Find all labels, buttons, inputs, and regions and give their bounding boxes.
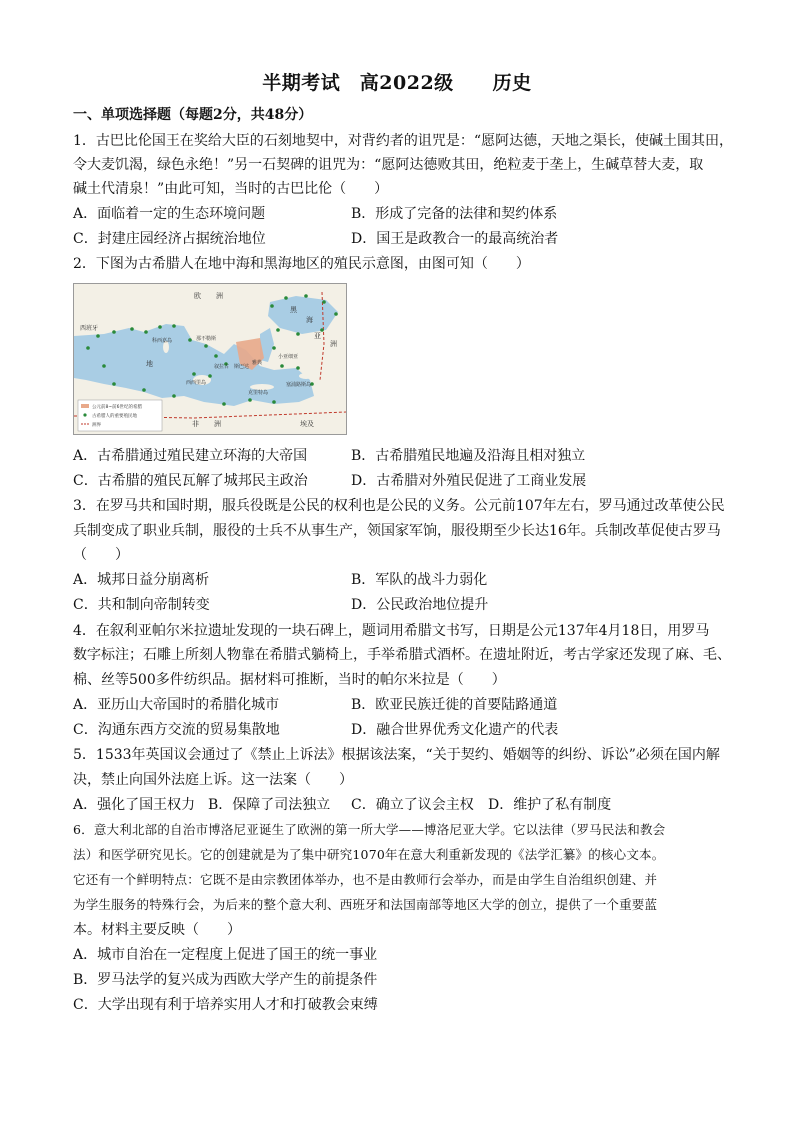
q4-line-3: 棉、丝等500多件纺织品。据材料可推断，当时的帕尔米拉是（ ）	[73, 672, 506, 688]
q3-line-1: 3．在罗马共和国时期，服兵役既是公民的权利也是公民的义务。公元前107年左右，罗马通过改革使公民	[73, 498, 725, 514]
map-label: 海	[306, 316, 313, 324]
map-label: 雅典	[252, 360, 263, 366]
q1-line-3: 碱土代清泉！”由此可知，当时的古巴比伦（ ）	[73, 181, 389, 197]
map-label: 斯巴达	[234, 364, 250, 370]
q5-option-b[interactable]: B．保障了司法独立	[208, 797, 331, 813]
q4-option-a[interactable]: A．亚历山大帝国时的希腊化城市	[73, 697, 280, 713]
q6-line-4: 为学生服务的特殊行会，为后来的整个意大利、西班牙和法国南部等地区大学的创立，提供了一个重要蓝	[73, 897, 658, 912]
map-label: 克里特岛	[248, 390, 269, 396]
q3-option-c[interactable]: C．共和制向帝制转变	[73, 597, 210, 613]
map-label: 塞浦路斯岛	[286, 382, 312, 388]
map-label: 洲	[330, 340, 337, 348]
q6-option-c[interactable]: C．大学出现有利于培养实用人才和打破教会束缚	[73, 997, 378, 1013]
q5-line-1: 5．1533年英国议会通过了《禁止上诉法》根据该法案，“关于契约、婚姻等的纠纷、诉讼”必须在国内解	[73, 747, 720, 763]
q1-option-a[interactable]: A．面临着一定的生态环境问题	[73, 206, 266, 222]
legend-border: 洲界	[92, 423, 101, 428]
q1-option-b[interactable]: B．形成了完备的法律和契约体系	[351, 206, 558, 222]
q3-option-a[interactable]: A．城邦日益分崩离析	[73, 572, 210, 588]
legend-colony: 古希腊人的重要殖民地	[92, 414, 137, 419]
q3-line-2: 兵制变成了职业兵制，服役的士兵不从事生产，领国家军饷，服役期至少长达16年。兵制改革促使古罗马	[73, 523, 721, 539]
q6-line-5: 本。材料主要反映（ ）	[73, 922, 241, 938]
page-title: 半期考试 高2022级 历史	[262, 72, 532, 94]
map-label: 亚	[314, 332, 321, 340]
q6-line-1: 6．意大利北部的自治市博洛尼亚诞生了欧洲的第一所大学——博洛尼亚大学。它以法律（罗马民法和教会	[73, 822, 666, 837]
map-label: 小亚细亚	[278, 354, 299, 360]
q6-option-b[interactable]: B．罗马法学的复兴成为西欧大学产生的前提条件	[73, 972, 378, 988]
map-label: 西西里岛	[186, 380, 207, 386]
q1-option-c[interactable]: C．封建庄园经济占据统治地位	[73, 231, 266, 247]
q4-line-1: 4．在叙利亚帕尔米拉遗址发现的一块石碑上，题词用希腊文书写，日期是公元137年4月18日，用罗马	[73, 623, 710, 639]
map-label: 非	[192, 420, 199, 428]
map-label: 地	[146, 360, 153, 368]
q2-option-a[interactable]: A．古希腊通过殖民建立环海的大帝国	[73, 448, 308, 464]
q5-option-c[interactable]: C．确立了议会主权	[351, 797, 474, 813]
q3-option-b[interactable]: B．军队的战斗力弱化	[351, 572, 488, 588]
map-label: 西班牙	[80, 325, 99, 332]
q6-option-a[interactable]: A．城市自治在一定程度上促进了国王的统一事业	[73, 947, 378, 963]
legend-greece: 公元前8~前6世纪的希腊	[92, 405, 142, 410]
q1-line-1: 1．古巴比伦国王在奖给大臣的石刻地契中，对背约者的诅咒是：“愿阿达德，天地之渠长，使碱土围其田，	[73, 133, 734, 149]
q2-line-1: 2．下图为古希腊人在地中海和黑海地区的殖民示意图，由图可知（ ）	[73, 256, 530, 272]
q4-option-c[interactable]: C．沟通东西方交流的贸易集散地	[73, 722, 280, 738]
q3-option-d[interactable]: D．公民政治地位提升	[351, 597, 489, 613]
q4-option-b[interactable]: B．欧亚民族迁徙的首要陆路通道	[351, 697, 558, 713]
map-label: 科西嘉岛	[152, 338, 173, 344]
map-label: 洲	[214, 420, 221, 428]
greek-colonization-map	[73, 283, 347, 435]
q3-line-3: （ ）	[73, 547, 129, 563]
q5-line-2: 决，禁止向国外法庭上诉。这一法案（ ）	[73, 772, 353, 788]
q4-line-2: 数字标注；石雕上所刻人物靠在希腊式躺椅上，手举希腊式酒杯。在遗址附近，考古学家还发现了麻、毛、	[73, 647, 731, 663]
q5-option-d[interactable]: D．维护了私有制度	[488, 797, 612, 813]
q2-option-b[interactable]: B．古希腊殖民地遍及沿海且相对独立	[351, 448, 586, 464]
map-label: 黑	[290, 306, 297, 314]
q5-option-a[interactable]: A．强化了国王权力	[73, 797, 196, 813]
map-label: 洲	[216, 292, 223, 300]
q6-line-2: 法）和医学研究见长。它的创建就是为了集中研究1070年在意大利重新发现的《法学汇纂》的核心文本。	[73, 847, 665, 862]
q1-option-d[interactable]: D．国王是政教合一的最高统治者	[351, 231, 559, 247]
q1-line-2: 令大麦饥渴，绿色永绝！”另一石契碑的诅咒为：“愿阿达德败其田，绝粒麦于垄上，生碱草替大麦，取	[73, 157, 704, 173]
q4-option-d[interactable]: D．融合世界优秀文化遗产的代表	[351, 722, 559, 738]
map-label: 叙拉古	[214, 364, 230, 370]
map-label: 埃及	[300, 420, 314, 428]
q6-line-3: 它还有一个鲜明特点：它既不是由宗教团体举办，也不是由教师行会举办，而是由学生自治组织创建、并	[73, 872, 658, 887]
map-label: 那不勒斯	[196, 336, 217, 342]
q2-option-c[interactable]: C．古希腊的殖民瓦解了城邦民主政治	[73, 473, 308, 489]
map-label: 欧	[194, 292, 201, 300]
q2-option-d[interactable]: D．古希腊对外殖民促进了工商业发展	[351, 473, 587, 489]
section-heading: 一、单项选择题（每题2分，共48分）	[73, 107, 313, 123]
